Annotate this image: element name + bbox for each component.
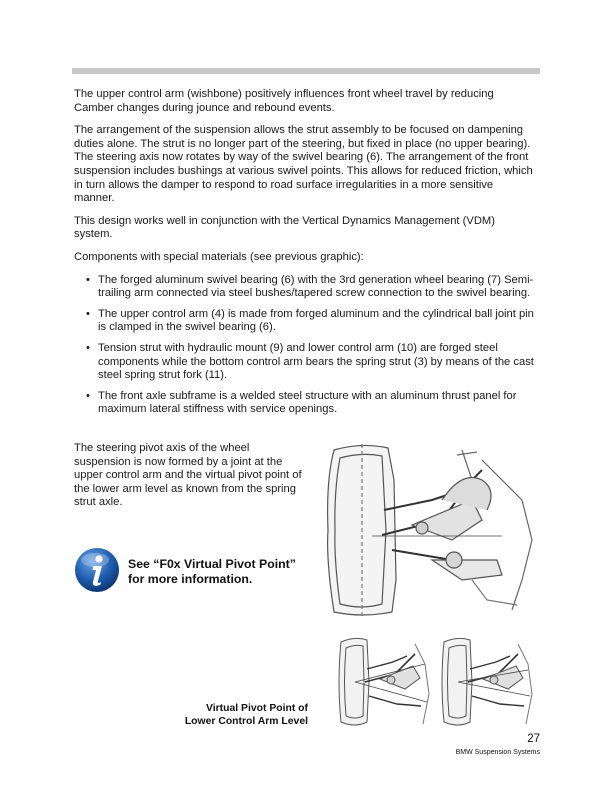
info-text-line1: See “F0x Virtual Pivot Point” <box>128 557 296 571</box>
info-note <box>74 547 334 597</box>
paragraph-arrangement: The arrangement of the suspension allows the strut assembly to be focused on dampening duties alone. The strut is no longer part of the steering, but fixed in place (no upper bearing). The steering axis now rotates by way of the swivel bearing (6). The arrangement of the front suspension includes bushings at various swivel points. This allows for reduced friction, which in turn allows the damper to respond to road surface irregularities in a more sensitive manner. <box>74 124 533 205</box>
caption-line1: Virtual Pivot Point of <box>206 703 308 714</box>
paragraph-components-intro: Components with special materials (see previous graphic): <box>74 250 364 263</box>
list-item: • The forged aluminum swivel bearing (6) with the 3rd generation wheel bearing (7) Semi-trailing arm connected via steel bushes/tapered screw connection to the swivel bearing. <box>74 274 534 301</box>
suspension-diagram <box>322 440 540 620</box>
info-text <box>128 557 296 587</box>
list-item: • The front axle subframe is a welded steel structure with an aluminum thrust panel for maximum lateral stiffness with service openings. <box>74 390 534 417</box>
info-text-line2: for more information. <box>128 572 253 586</box>
paragraph-vdm: This design works well in conjunction with the Vertical Dynamics Management (VDM) system. <box>74 214 495 241</box>
body-text <box>74 88 534 424</box>
pivot-diagram-right <box>438 634 538 730</box>
list-item: • The upper control arm (4) is made from forged aluminum and the cylindrical ball joint pin is clamped in the swivel bearing (6). <box>74 308 534 335</box>
paragraph-pivot-axis: The steering pivot axis of the wheel suspension is now formed by a joint at the upper control arm and the virtual pivot point of the lower arm level as known from the spring strut axle. <box>74 442 302 509</box>
pivot-diagram-left <box>335 634 435 730</box>
figure-caption <box>185 703 308 728</box>
header-rule <box>72 68 540 74</box>
info-icon <box>74 547 120 593</box>
caption-line2: Lower Control Arm Level <box>184 715 308 727</box>
paragraph-control-arm: The upper control arm (wishbone) positively influences front wheel travel by reducing Camber changes during jounce and rebound events. <box>74 88 494 114</box>
list-item: • Tension strut with hydraulic mount (9) and lower control arm (10) are forged steel components while the bottom control arm bears the spring strut (3) by means of the cast steel spring strut fork (11). <box>74 342 534 383</box>
components-list <box>74 274 534 417</box>
page-number: 27 <box>527 733 540 745</box>
footer-title: BMW Suspension Systems <box>455 749 540 756</box>
